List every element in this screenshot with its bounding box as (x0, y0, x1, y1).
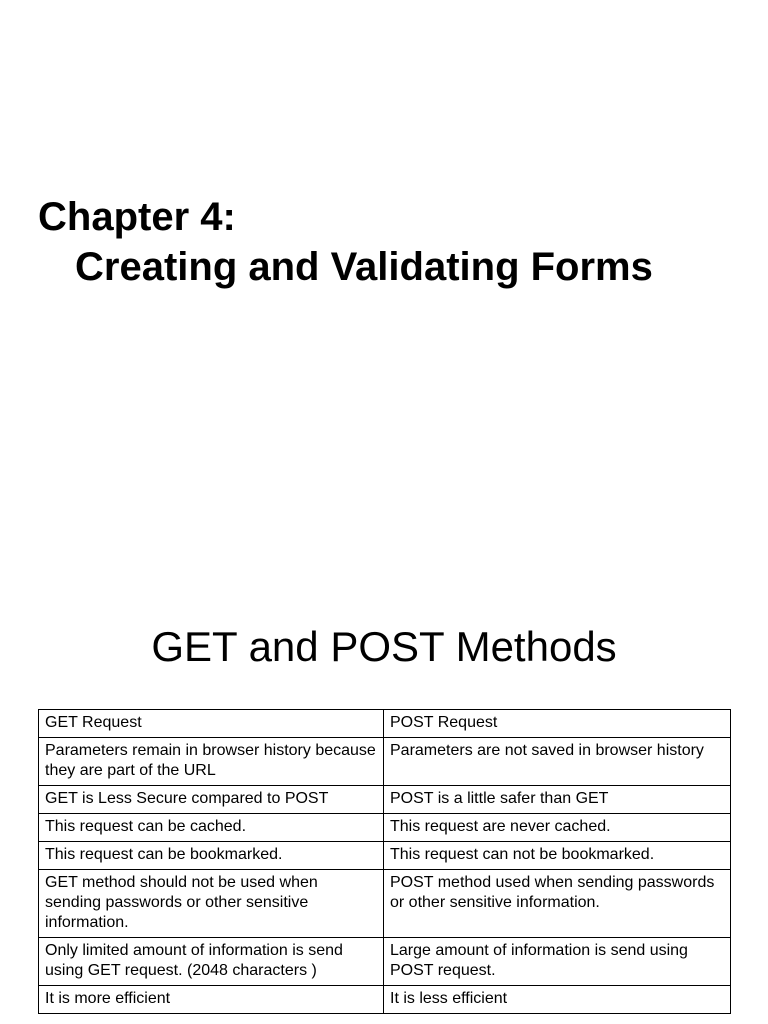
column-header-post: POST Request (384, 710, 731, 738)
table-row (39, 738, 731, 786)
table-row (39, 870, 731, 938)
chapter-title: Creating and Validating Forms (75, 245, 653, 289)
comparison-table (38, 709, 731, 1014)
table-row (39, 938, 731, 986)
section-title: GET and POST Methods (151, 623, 617, 670)
post-cell: Parameters are not saved in browser history (384, 738, 731, 786)
get-cell: GET is Less Secure compared to POST (39, 786, 384, 814)
table-row (39, 814, 731, 842)
post-cell: It is less efficient (384, 986, 731, 1014)
table-row (39, 986, 731, 1014)
get-cell: This request can be cached. (39, 814, 384, 842)
post-cell: Large amount of information is send using POST request. (384, 938, 731, 986)
table-row (39, 842, 731, 870)
post-cell: POST method used when sending passwords or other sensitive information. (384, 870, 731, 938)
column-header-get: GET Request (39, 710, 384, 738)
table-row (39, 786, 731, 814)
chapter-number: Chapter 4: (38, 195, 236, 239)
post-cell: This request can not be bookmarked. (384, 842, 731, 870)
get-cell: This request can be bookmarked. (39, 842, 384, 870)
get-cell: It is more efficient (39, 986, 384, 1014)
post-cell: POST is a little safer than GET (384, 786, 731, 814)
chapter-heading (38, 192, 653, 292)
post-cell: This request are never cached. (384, 814, 731, 842)
get-cell: Only limited amount of information is send using GET request. (2048 characters ) (39, 938, 384, 986)
table-header-row (39, 710, 731, 738)
get-cell: GET method should not be used when sending passwords or other sensitive information. (39, 870, 384, 938)
get-cell: Parameters remain in browser history because they are part of the URL (39, 738, 384, 786)
